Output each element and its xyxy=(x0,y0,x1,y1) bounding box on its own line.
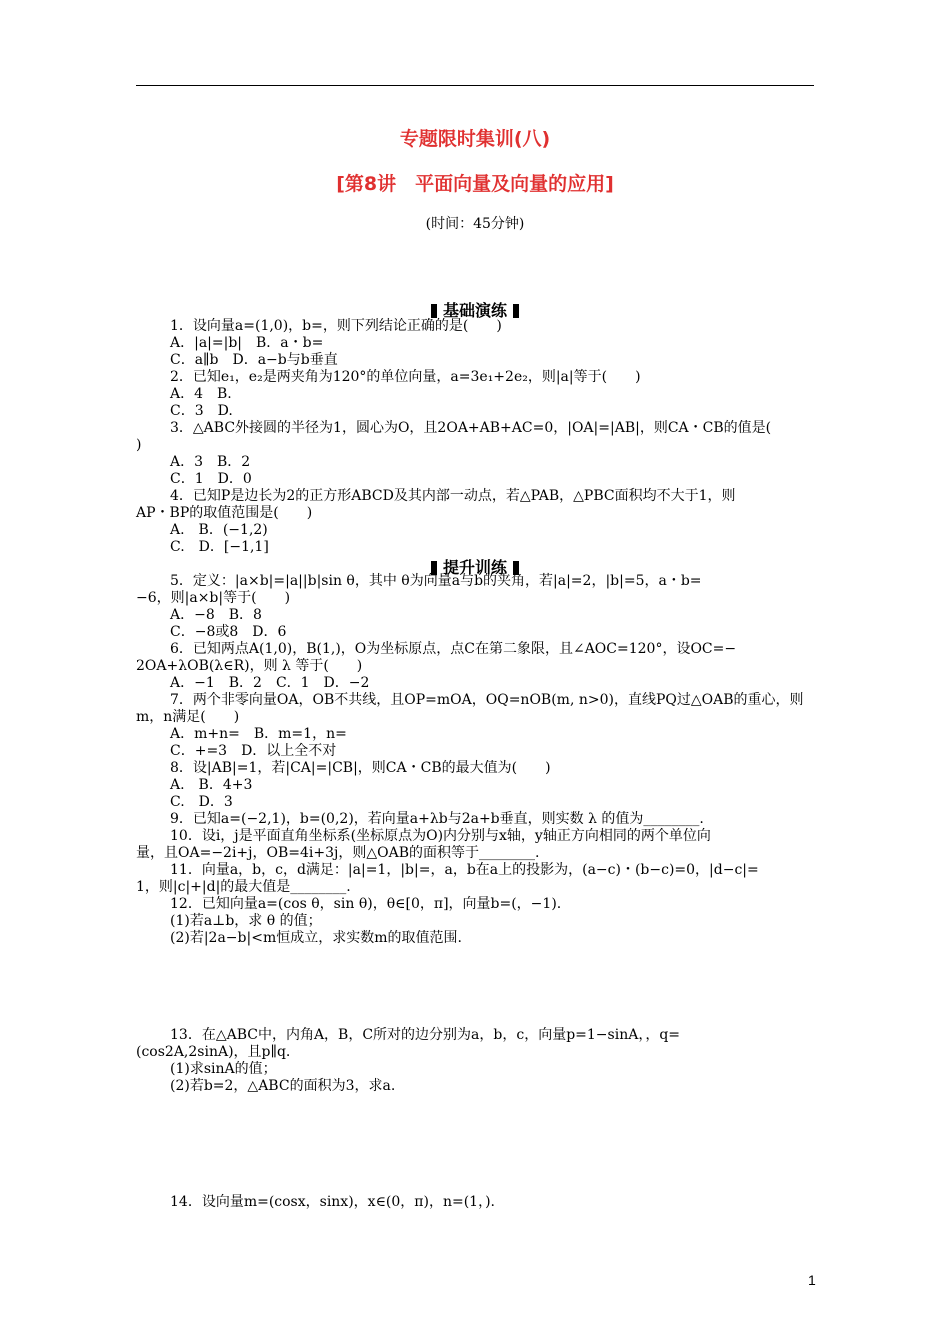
question-line: A. B．4+3 xyxy=(170,777,253,793)
question-line: 量，且OA=−2i+j，OB=4i+3j，则△OAB的面积等于________. xyxy=(136,845,540,861)
question-line: 2OA+λOB(λ∈R)，则 λ 等于( ) xyxy=(136,658,363,674)
question-line: (2)若b=2，△ABC的面积为3，求a. xyxy=(170,1078,396,1094)
page-number: 1 xyxy=(808,1272,816,1288)
section-advanced-label: 提升训练 xyxy=(442,558,507,577)
question-line: C．+=3 D．以上全不对 xyxy=(170,743,337,759)
page-title: 专题限时集训(八) xyxy=(399,128,551,150)
question-line: A．3 B．2 xyxy=(170,454,251,470)
question-line: 6．已知两点A(1,0)，B(1,)，O为坐标原点，点C在第二象限，且∠AOC=120°，设OC=− xyxy=(170,641,737,657)
question-line: C. D．3 xyxy=(170,794,233,810)
question-line: −6，则|a×b|等于( ) xyxy=(136,590,291,606)
question-line: A．m+n= B．m=1，n= xyxy=(170,726,347,742)
question-line: 1．设向量a=(1,0)，b=，则下列结论正确的是( ) xyxy=(170,318,502,334)
question-line: 11．向量a，b，c，d满足：|a|=1，|b|=，a，b在a上的投影为，(a−c)・(b−c)=0，|d−c|= xyxy=(170,862,759,878)
question-line: 10．设i，j是平面直角坐标系(坐标原点为O)内分别与x轴，y轴正方向相同的两个单位向 xyxy=(170,828,711,844)
question-line: (1)若a⊥b，求 θ 的值； xyxy=(170,913,322,929)
question-line: 2．已知e₁，e₂是两夹角为120°的单位向量，a=3e₁+2e₂，则|a|等于( ) xyxy=(170,369,641,385)
question-line: 9．已知a=(−2,1)，b=(0,2)，若向量a+λb与2a+b垂直，则实数 λ 的值为________. xyxy=(170,811,704,827)
question-line: 3．△ABC外接圆的半径为1，圆心为O，且2OA+AB+AC=0，|OA|=|AB|，则CA・CB的值是( xyxy=(170,420,772,436)
question-line: A．−8 B．8 xyxy=(170,607,262,623)
question-line: (2)若|2a−b|<m恒成立，求实数m的取值范围. xyxy=(170,930,462,946)
question-line: C．1 D．0 xyxy=(170,471,252,487)
top-rule xyxy=(136,85,814,86)
question-line: C. D．[−1,1] xyxy=(170,539,269,555)
question-line: 13．在△ABC中，内角A，B，C所对的边分别为a，b，c，向量p=1−sinA，，q= xyxy=(170,1027,681,1043)
question-line: 5．定义：|a×b|=|a||b|sin θ，其中 θ为向量a与b的夹角，若|a|=2，|b|=5，a・b= xyxy=(170,573,702,589)
question-line: C．−8或8 D．6 xyxy=(170,624,287,640)
question-line: C．3 D. xyxy=(170,403,233,419)
time-limit: (时间：45分钟) xyxy=(425,216,525,232)
section-basic-label: 基础演练 xyxy=(442,301,507,320)
question-line: AP・BP的取值范围是( ) xyxy=(136,505,313,521)
question-line: (1)求sinA的值； xyxy=(170,1061,277,1077)
question-line: A．−1 B．2 C．1 D．−2 xyxy=(170,675,370,691)
question-line: A. B．(−1,2) xyxy=(170,522,268,538)
question-line: 4．已知P是边长为2的正方形ABCD及其内部一动点，若△PAB，△PBC面积均不大于1，则 xyxy=(170,488,736,504)
question-line: (cos2A,2sinA)，且p∥q. xyxy=(136,1044,291,1060)
question-line: 1，则|c|+|d|的最大值是________. xyxy=(136,879,351,895)
question-line: 7．两个非零向量OA，OB不共线，且OP=mOA，OQ=nOB(m, n>0)，直线PQ过△OAB的重心，则 xyxy=(170,692,804,708)
question-line: m，n满足( ) xyxy=(136,709,240,725)
question-line: 12．已知向量a=(cos θ，sin θ)，θ∈[0，π]，向量b=(，−1). xyxy=(170,896,562,912)
question-line: ) xyxy=(136,437,142,453)
question-line: A．4 B. xyxy=(170,386,232,402)
page-subtitle: [第8讲 平面向量及向量的应用] xyxy=(336,173,614,195)
question-line: C．a∥b D．a−b与b垂直 xyxy=(170,352,338,368)
question-line: 14．设向量m=(cosx，sinx)，x∈(0，π)，n=(1，). xyxy=(170,1194,495,1210)
question-line: A．|a|=|b| B．a・b= xyxy=(170,335,324,351)
question-line: 8．设|AB|=1，若|CA|=|CB|，则CA・CB的最大值为( ) xyxy=(170,760,551,776)
